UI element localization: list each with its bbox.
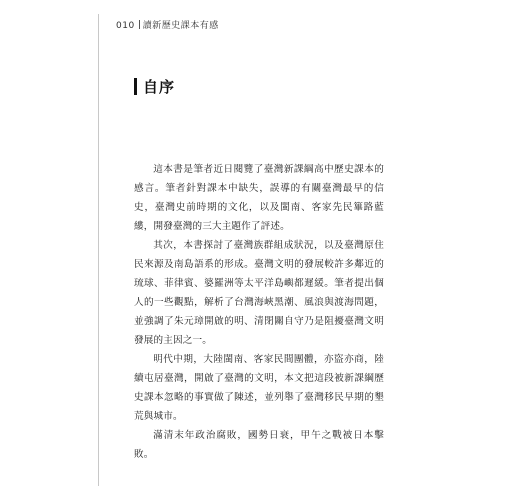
book-title: 讀新歷史課本有感 xyxy=(142,21,219,31)
chapter-heading xyxy=(134,76,175,97)
paragraph-2: 其次，本書探討了臺灣族群組成狀況，以及臺灣原住民來源及南島語系的形成。臺灣文明的發展較許多鄰近的琉球、菲律賓、婆羅洲等太平洋島嶼都遲緩。筆者提出個人的一些觀點，解析了台灣海峽黑潮、風浪與渡海問題，並強調了朱元璋開啟的明、清閉關自守乃是阻擾臺灣文明發展的主因之一。 xyxy=(134,240,384,346)
page-margin-rule xyxy=(98,14,99,486)
page-number: 010 xyxy=(116,21,135,31)
paragraph-4: 滿清末年政治腐敗，國勢日衰，甲午之戰被日本擊敗。 xyxy=(134,430,384,460)
paragraph-3: 明代中期，大陸閩南、客家民間團體，亦盜亦商，陸續屯居臺灣，開啟了臺灣的文明，本文把這段被新課綱歷史課本忽略的事實做了陳述，並列舉了臺灣移民早期的墾荒與城市。 xyxy=(134,354,384,422)
chapter-title: 自序 xyxy=(143,78,176,96)
running-header xyxy=(116,18,219,31)
body-text xyxy=(134,160,384,464)
paragraph-1: 這本書是筆者近日閱覽了臺灣新課綱高中歷史課本的感言。筆者針對課本中缺失，誤導的有關臺灣最早的信史，臺灣史前時期的文化，以及閩南、客家先民篳路藍縷，開發臺灣的三大主題作了評述。 xyxy=(134,164,384,232)
header-divider xyxy=(139,20,140,29)
heading-bar-marker xyxy=(134,78,137,95)
